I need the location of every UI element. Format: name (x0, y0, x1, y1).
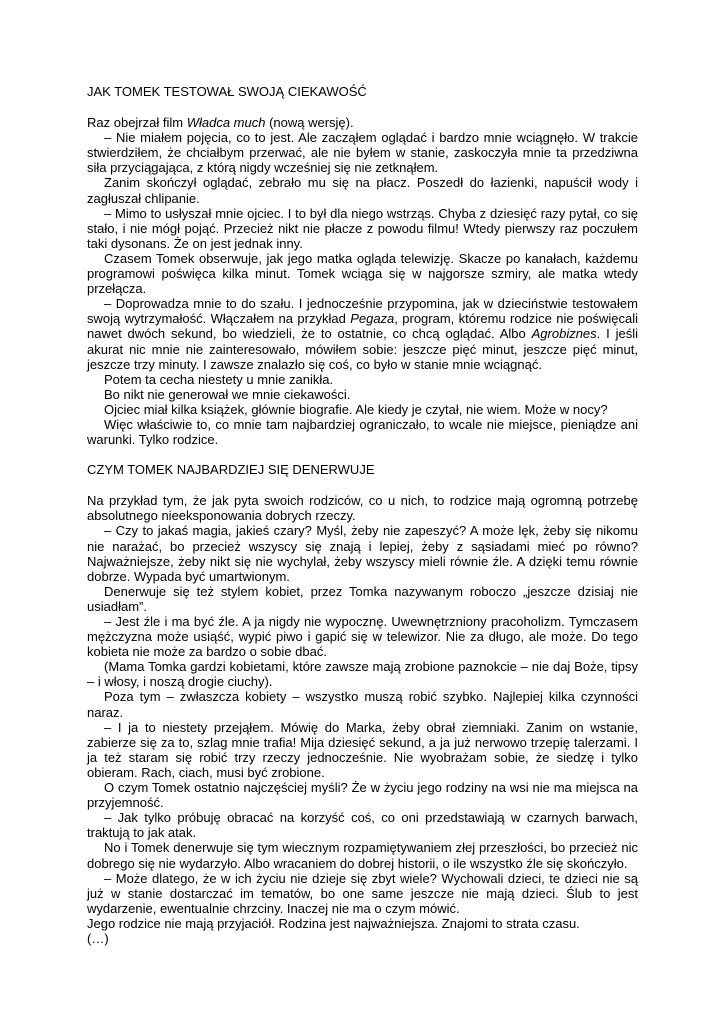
paragraph (87, 402, 638, 417)
text-run: – Nie miałem pojęcia, co to jest. Ale zacząłem oglądać i bardzo mnie wciągnęło. W trakcie stwierdziłem, że chciałbym przerwać, ale nie byłem w stanie, zaskoczyła mnie ta przedziwna siła przyciągająca, z którą nigdy wcześniej się nie zetknąłem. (87, 130, 638, 176)
text-run: Bo nikt nie generował we mnie ciekawości. (104, 386, 351, 402)
section-annoyances (87, 462, 638, 946)
text-run: . I jeśli akurat nic mnie nie zainteresowało, mówiłem sobie: jeszcze pięć minut, jeszcze pięć minut, jeszcze trzy minuty. I zawsze znalazło się coś, co było w stanie mnie wciągnąć. (87, 326, 639, 372)
text-run: – Jak tylko próbuję obracać na korzyść coś, co oni przedstawiają w czarnych barwach, traktują to jak atak. (87, 810, 638, 841)
section-heading: CZYM TOMEK NAJBARDZIEJ SIĘ DENERWUJE (87, 462, 375, 478)
paragraph (87, 296, 638, 371)
paragraph (87, 780, 638, 810)
text-run: Denerwuje się też stylem kobiet, przez Tomka nazywanym roboczo „jeszcze dzisiaj nie usiadłam”. (87, 583, 638, 614)
text-run: Zanim skończył oglądać, zebrało mu się na płacz. Poszedł do łazienki, napuścił wody i zagłuszał chlipanie. (87, 175, 638, 206)
text-run: Ojciec miał kilka książek, głównie biografie. Ale kiedy je czytał, nie wiem. Może w nocy? (104, 401, 608, 417)
text-run: Na przykład tym, że jak pyta swoich rodziców, co u nich, to rodzice mają ogromną potrzebę absolutnego nieeksponowania dobrych rzeczy. (87, 493, 638, 524)
paragraph (87, 916, 638, 931)
paragraph (87, 372, 638, 387)
paragraph (87, 417, 638, 447)
paragraph (87, 689, 638, 719)
text-run: – Mimo to usłyszał mnie ojciec. I to był dla niego wstrząs. Chyba z dziesięć razy pytał, co się stało, i nie mógł pojąć. Przecież nikt nie płacze z powodu filmu! Wtedy pierwszy raz poczułem taki dysonans. Że on jest jednak inny. (87, 205, 638, 251)
paragraph (87, 810, 638, 840)
paragraph (87, 720, 638, 780)
text-run: – Doprowadza mnie to do szału. I jednocześnie przypomina, jak w dzieciństwie testowałem swoją wytrzymałość. Włączałem na przykład (87, 296, 638, 327)
italic-title: Władca much (186, 115, 266, 131)
paragraph (87, 130, 638, 175)
text-run: (nową wersję). (265, 115, 354, 131)
text-run: – Może dlatego, że w ich życiu nie dzieje się zbyt wiele? Wychowali dzieci, te dzieci nie są już w stanie dostarczać im tematów, bo one same jeszcze nie mają dzieci. Ślub to jest wydarzenie, ewentualnie chrzciny. Inaczej nie ma o czym mówić. (87, 870, 638, 916)
paragraph (87, 840, 638, 870)
italic-title: Agrobiznes (531, 326, 597, 342)
text-run: (Mama Tomka gardzi kobietami, które zawsze mają zrobione paznokcie – nie daj Boże, tipsy – i włosy, i noszą drogie ciuchy). (87, 659, 638, 690)
paragraph (87, 251, 638, 296)
section-body (87, 115, 638, 447)
section-curiosity (87, 84, 638, 447)
paragraph (87, 523, 638, 583)
paragraph (87, 175, 638, 205)
text-run: Czasem Tomek obserwuje, jak jego matka ogląda telewizję. Skacze po kanałach, każdemu programowi poświęca kilka minut. Tomek wciąga się w najgorsze szmiry, ale matka wtedy przełącza. (87, 250, 638, 297)
paragraph (87, 206, 638, 251)
text-run: O czym Tomek ostatnio najczęściej myśli? Że w życiu jego rodziny na wsi nie ma miejsca na przyjemność. (87, 780, 638, 811)
text-run: Poza tym – zwłaszcza kobiety – wszystko muszą robić szybko. Najlepiej kilka czynności naraz. (87, 689, 638, 720)
text-run: , program, któremu rodzice nie poświęcali nawet dwóch sekund, bo wiedzieli, że to ostatnie, co chcą oglądać. Albo (87, 311, 638, 342)
text-run: No i Tomek denerwuje się tym wiecznym rozpamiętywaniem złej przeszłości, bo przecież nic dobrego się nie wydarzyło. Albo wracaniem do dobrej historii, o ile wszystko źle się skończyło. (87, 840, 638, 871)
text-run: (…) (87, 930, 109, 946)
text-run: – Jest źle i ma być źle. A ja nigdy nie wypocznę. Uwewnętrzniony pracoholizm. Tymczasem mężczyzna może usiąść, wypić piwo i gapić się w telewizor. Nie za długo, ale może. Do tego kobieta nie może za bardzo o sobie dbać. (87, 614, 638, 660)
section-body (87, 493, 638, 946)
paragraph (87, 659, 638, 689)
text-run: Jego rodzice nie mają przyjaciół. Rodzina jest najważniejsza. Znajomi to strata czasu. (87, 915, 580, 931)
text-run: – I ja to niestety przejąłem. Mówię do Marka, żeby obrał ziemniaki. Zanim on wstanie, zabierze się za to, szlag mnie trafia! Mija dziesięć sekund, a ja już nerwowo trzepię talerzami. I ja też staram się robić trzy rzeczy jednocześnie. Nie wyobrażam sobie, że siedzę i tylko obieram. Rach, ciach, musi być zrobione. (87, 719, 638, 780)
text-run: – Czy to jakaś magia, jakieś czary? Myśl, żeby nie zapeszyć? A może lęk, żeby się nikomu nie narażać, bo przecież wszyscy się znają i lepiej, żeby z sąsiadami mieć po równo? Najważniejsze, żeby nikt się nie wychylał, żeby wszyscy mieli równie źle. A dzięki temu równie dobrze. Wypada być umartwionym. (87, 523, 638, 584)
italic-title: Pegaza (350, 311, 395, 327)
section-heading: JAK TOMEK TESTOWAŁ SWOJĄ CIEKAWOŚĆ (87, 84, 367, 99)
paragraph (87, 493, 638, 523)
text-run: Więc właściwie to, co mnie tam najbardziej ograniczało, to wcale nie miejsce, pieniądze ani warunki. Tylko rodzice. (87, 416, 638, 448)
paragraph (87, 931, 638, 946)
text-run: Potem ta cecha niestety u mnie zanikła. (104, 371, 334, 387)
paragraph (87, 614, 638, 659)
paragraph (87, 387, 638, 402)
paragraph (87, 871, 638, 916)
paragraph (87, 115, 638, 130)
text-run: Raz obejrzał film (87, 115, 187, 131)
paragraph (87, 584, 638, 614)
